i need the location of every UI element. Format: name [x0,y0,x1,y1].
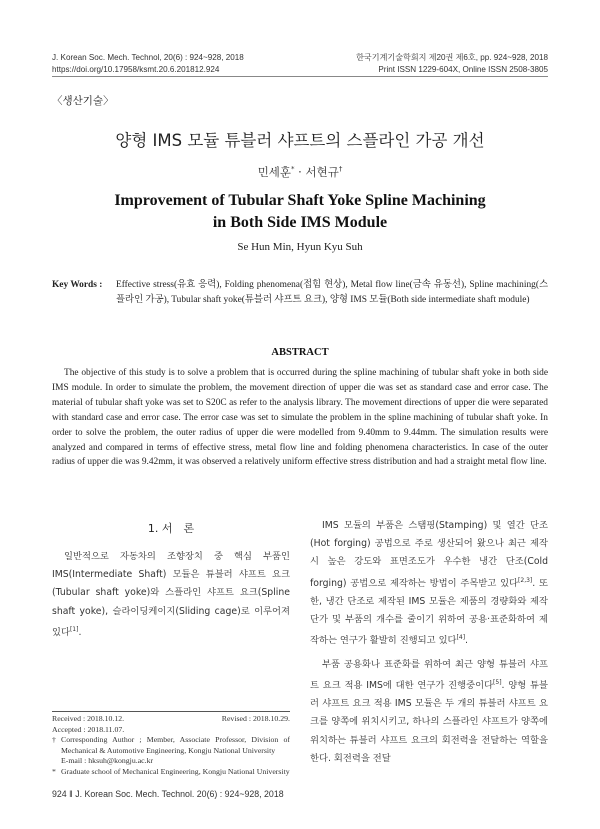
authors-korean [0,164,600,180]
left-column [52,517,290,642]
running-header [52,52,548,76]
journal-citation-en: J. Korean Soc. Mech. Technol, 20(6) : 924~928, 2018 [52,53,244,62]
footnotes [52,714,290,778]
authors-english: Se Hun Min, Hyun Kyu Suh [237,241,363,253]
citation-4[interactable]: [5] [493,678,502,686]
journal-citation-ko: 한국기계기술학회지 제20권 제6호, pp. 924~928, 2018 [356,53,548,62]
graduate-school-note: * Graduate school of Mechanical Engineering, Kongju National University [52,766,290,776]
email-note [52,756,290,767]
author-separator: · [298,165,302,179]
citation-1[interactable]: [1] [69,625,79,633]
header-divider [52,76,548,77]
section-tag: 〈생산기술〉 [52,95,114,107]
revised-date: Revised : 2018.10.29. [221,714,290,723]
citation-3[interactable]: [4] [456,634,466,642]
right-column [310,517,548,768]
footnote-divider [52,711,290,712]
title-english-line-2: in Both Side IMS Module [212,214,388,231]
title-korean: 양형 IMS 모듈 튜블러 샤프트의 스플라인 가공 개선 [115,131,485,150]
section-1-heading: 1. 서 론 [147,522,195,535]
doi-link[interactable]: https://doi.org/10.17958/ksmt.20.6.201812.924 [52,65,220,74]
keywords-text: Effective stress(유효 응력), Folding phenomena(접힘 현상), Metal flow line(금속 유동선), Spline machining(스플라인 가공), Tubular shaft yoke(튜블러 샤프트 요크), 양형 IMS 모듈(Both side intermediate shaft module) [116,280,548,305]
author-1-ko: 민세훈 [257,165,292,179]
intro-paragraph-2: IMS 모듈의 부품은 스탬핑(Stamping) 및 열간 단조(Hot forging) 공법으로 주로 생산되어 왔으나 최근 제작 시 높은 강도와 표면조도가 우수한 냉간 단조(Cold forging) 공법으로 제작하는 방법이 주목받고 있다[2,3]. 또한, 냉간 단조로 제작된 IMS 모듈은 제품의 경량화와 제작 단가 및 부품의 개수를 줄이기 위하여 공용·표준화하여 제작하는 연구가 활발히 진행되고 있다[4]. [310,520,548,647]
intro-paragraph-1: 일반적으로 자동차의 조향장치 중 핵심 부품인 IMS(Intermediate Shaft) 모듈은 튜블러 샤프트 요크(Tubular shaft yoke)와 스플라인 샤프트 요크(Spline shaft yoke), 슬라이딩케이지(Sliding cage)로 이루어져 있다[1]. [52,551,290,638]
accepted-date: Accepted : 2018.11.07. [52,724,125,734]
corresponding-author-note: † Corresponding Author ; Member, Associate Professor, Division of Mechanical & Automotive Engineering, Kongju National University [52,735,290,755]
author-email[interactable]: E-mail : hksuh@kongju.ac.kr [61,756,154,766]
issn: Print ISSN 1229-604X, Online ISSN 2508-3805 [378,65,548,74]
intro-paragraph-3: 부품 공용화나 표준화를 위하여 최근 양형 튜블러 샤프트 요크 적용 IMS에 대한 연구가 진행중이다[5]. 양형 튜블러 샤프트 요크 적용 IMS 모듈은 두 개의 튜블러 샤프트 요크를 양쪽에 위치시키고, 하나의 스플라인 샤프트가 양쪽에 위치하는 튜블러 샤프트 요크의 회전력을 전달하는 역할을 한다. 회전력을 전달 [310,658,548,764]
title-english-line-1: Improvement of Tubular Shaft Yoke Spline Machining [114,192,486,209]
received-date: Received : 2018.10.12. [52,714,125,723]
author-2-mark: † [338,165,343,174]
keywords-block [52,278,548,308]
abstract-heading: ABSTRACT [271,347,329,358]
citation-2[interactable]: [2,3] [518,576,533,584]
author-2-ko: 서현규 [305,165,339,179]
title-english [0,190,600,234]
author-1-mark: * [291,165,295,174]
abstract-body: The objective of this study is to solve a problem that is occurred during the spline machining of tubular shaft yoke in both side IMS module. In order to simulate the problem, the movement direction of upper die was set as standard case and error case. The material of tubular shaft yoke was set to S20C as refer to the analysis library. The movement directions of upper die were separated with standard case and error case. The error case was set to simulate the problem in the spline machining of tubular shaft yoke. In order to solve the problem, the outer radius of upper die were modelled from 9.40mm to 9.44mm. The simulation results were analyzed and compared in terms of effective stress, metal flow line and folding phenomena characteristics. In case of the outer radius of upper die was 9.42mm, it was observed a relatively uniform effective stress distribution and had a straight metal flow line. [52,368,548,468]
keywords-label: Key Words : [52,280,103,290]
page-footer: 924 ‖ J. Korean Soc. Mech. Technol. 20(6) : 924~928, 2018 [52,789,284,799]
